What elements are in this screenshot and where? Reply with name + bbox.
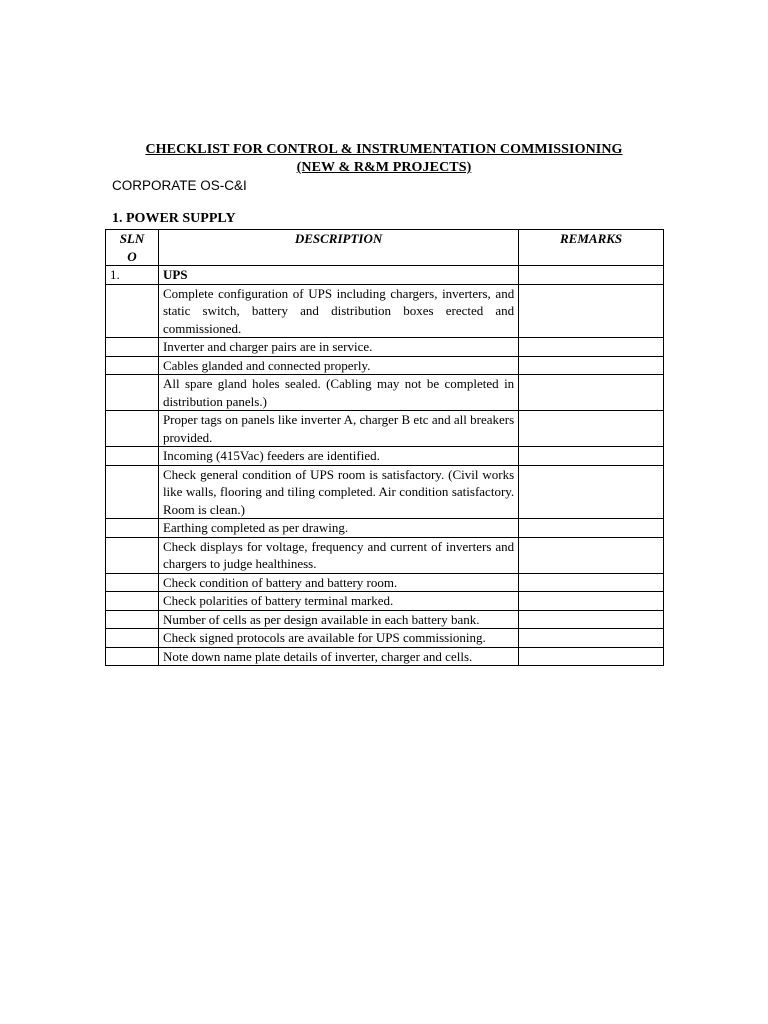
- cell-slno: [106, 338, 159, 357]
- cell-remarks: [519, 537, 664, 573]
- cell-description: Earthing completed as per drawing.: [158, 519, 518, 538]
- cell-description: Check polarities of battery terminal marked.: [158, 592, 518, 611]
- header-remarks: REMARKS: [519, 230, 664, 266]
- table-row: [106, 375, 664, 411]
- header-slno-line1: SLN: [119, 231, 145, 246]
- cell-description: Inverter and charger pairs are in service.: [158, 338, 518, 357]
- table-row: [106, 573, 664, 592]
- cell-description: Cables glanded and connected properly.: [158, 356, 518, 375]
- cell-description: Check condition of battery and battery room.: [158, 573, 518, 592]
- table-row: [106, 411, 664, 447]
- cell-description: Check displays for voltage, frequency and current of inverters and chargers to judge healthiness.: [158, 537, 518, 573]
- cell-slno: [106, 284, 159, 338]
- table-row: [106, 266, 664, 285]
- cell-remarks: [519, 447, 664, 466]
- cell-slno: [106, 411, 159, 447]
- cell-slno: [106, 375, 159, 411]
- table-row: [106, 647, 664, 666]
- cell-slno: [106, 592, 159, 611]
- cell-slno: [106, 356, 159, 375]
- document-subtitle: (NEW & R&M PROJECTS): [296, 160, 472, 175]
- cell-description: Number of cells as per design available in each battery bank.: [158, 610, 518, 629]
- cell-remarks: [519, 610, 664, 629]
- section-heading: 1. POWER SUPPLY: [112, 211, 236, 226]
- cell-description: Check general condition of UPS room is satisfactory. (Civil works like walls, flooring and tiling completed. Air condition satisfactory. Room is clean.): [158, 465, 518, 519]
- cell-slno: [106, 610, 159, 629]
- cell-remarks: [519, 411, 664, 447]
- table-header-row: [106, 230, 664, 266]
- table-row: [106, 592, 664, 611]
- cell-slno: [106, 647, 159, 666]
- document-title: CHECKLIST FOR CONTROL & INSTRUMENTATION COMMISSIONING: [145, 142, 623, 157]
- cell-slno: [106, 537, 159, 573]
- cell-description: All spare gland holes sealed. (Cabling may not be completed in distribution panels.): [158, 375, 518, 411]
- cell-remarks: [519, 519, 664, 538]
- cell-remarks: [519, 592, 664, 611]
- cell-description: Note down name plate details of inverter, charger and cells.: [158, 647, 518, 666]
- header-slno: [106, 230, 159, 266]
- cell-slno: [106, 447, 159, 466]
- cell-slno: [106, 573, 159, 592]
- cell-remarks: [519, 356, 664, 375]
- cell-remarks: [519, 375, 664, 411]
- table-row: [106, 610, 664, 629]
- table-row: [106, 284, 664, 338]
- cell-description: Check signed protocols are available for UPS commissioning.: [158, 629, 518, 648]
- cell-remarks: [519, 338, 664, 357]
- table-row: [106, 537, 664, 573]
- cell-remarks: [519, 629, 664, 648]
- cell-slno: 1.: [106, 266, 159, 285]
- cell-slno: [106, 629, 159, 648]
- corporate-label: CORPORATE OS-C&I: [112, 178, 247, 193]
- cell-slno: [106, 465, 159, 519]
- cell-description: Complete configuration of UPS including chargers, inverters, and static switch, battery and distribution boxes erected and commissioned.: [158, 284, 518, 338]
- table-row: [106, 338, 664, 357]
- cell-remarks: [519, 647, 664, 666]
- cell-remarks: [519, 465, 664, 519]
- cell-remarks: [519, 266, 664, 285]
- cell-remarks: [519, 284, 664, 338]
- table-row: [106, 447, 664, 466]
- header-slno-line2: O: [127, 248, 137, 264]
- cell-description: Proper tags on panels like inverter A, charger B etc and all breakers provided.: [158, 411, 518, 447]
- cell-description: UPS: [158, 266, 518, 285]
- header-description: DESCRIPTION: [158, 230, 518, 266]
- cell-remarks: [519, 573, 664, 592]
- table-row: [106, 519, 664, 538]
- table-row: [106, 356, 664, 375]
- cell-slno: [106, 519, 159, 538]
- cell-description: Incoming (415Vac) feeders are identified.: [158, 447, 518, 466]
- table-row: [106, 465, 664, 519]
- table-row: [106, 629, 664, 648]
- checklist-table: [105, 229, 664, 666]
